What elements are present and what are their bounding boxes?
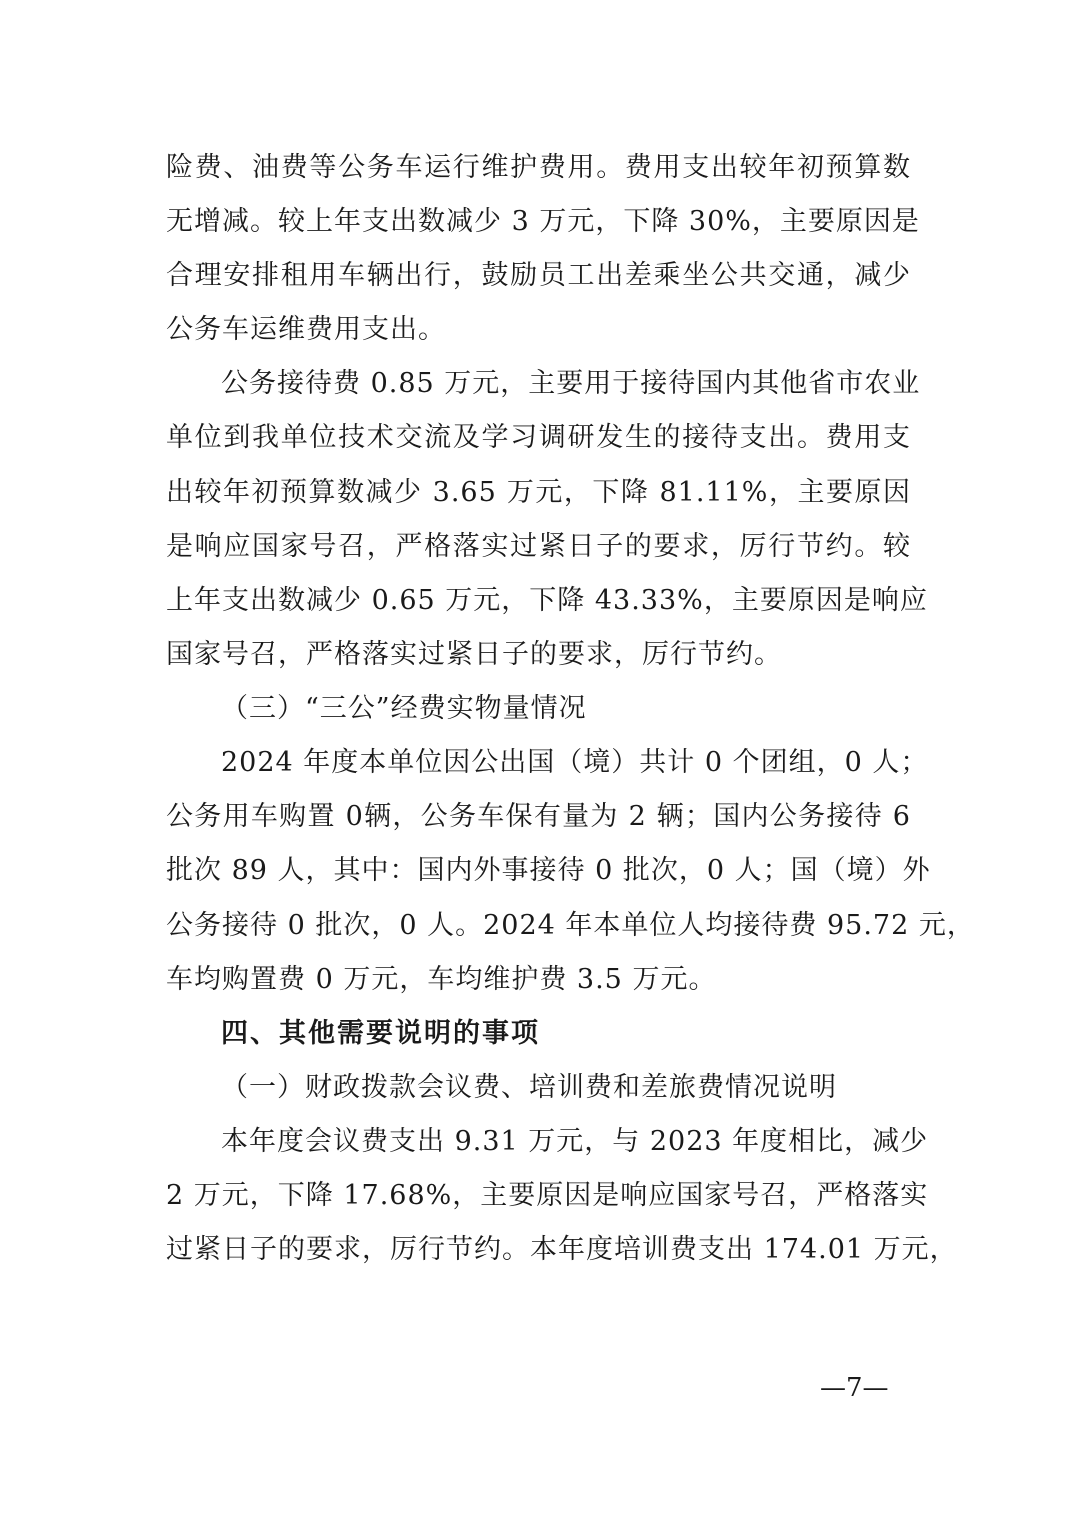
paragraph-line: 2 万元，下降 17.68%，主要原因是响应国家号召，严格落实 <box>166 1180 929 1211</box>
paragraph-line: 无增减。较上年支出数减少 3 万元，下降 30%，主要原因是 <box>166 206 920 237</box>
subheading: （三）“三公”经费实物量情况 <box>221 693 587 724</box>
paragraph-line: 上年支出数减少 0.65 万元，下降 43.33%，主要原因是响应 <box>166 585 928 616</box>
paragraph-line: 险费、油费等公务车运行维护费用。费用支出较年初预算数 <box>166 152 911 183</box>
paragraph-line: 本年度会议费支出 9.31 万元，与 2023 年度相比，减少 <box>221 1126 929 1157</box>
subheading: （一）财政拨款会议费、培训费和差旅费情况说明 <box>221 1072 837 1103</box>
paragraph-line: 出较年初预算数减少 3.65 万元，下降 81.11%，主要原因 <box>166 477 911 508</box>
paragraph-line: 批次 89 人，其中：国内外事接待 0 批次，0 人；国（境）外 <box>166 855 931 886</box>
paragraph-line: 合理安排租用车辆出行，鼓励员工出差乘坐公共交通，减少 <box>166 260 911 291</box>
paragraph-line: 国家号召，严格落实过紧日子的要求，厉行节约。 <box>166 639 782 670</box>
paragraph-line: 是响应国家号召，严格落实过紧日子的要求，厉行节约。较 <box>166 531 911 562</box>
paragraph-line: 单位到我单位技术交流及学习调研发生的接待支出。费用支 <box>166 422 911 453</box>
paragraph-line: 车均购置费 0 万元，车均维护费 3.5 万元。 <box>166 964 717 995</box>
paragraph-line: 公务接待费 0.85 万元，主要用于接待国内其他省市农业 <box>221 368 921 399</box>
paragraph-line: 公务接待 0 批次，0 人。2024 年本单位人均接待费 95.72 元， <box>166 910 975 941</box>
section-heading: 四、其他需要说明的事项 <box>221 1018 540 1049</box>
paragraph-line: 2024 年度本单位因公出国（境）共计 0 个团组，0 人； <box>221 747 929 778</box>
page-number: —7— <box>820 1373 889 1403</box>
paragraph-line: 公务车运维费用支出。 <box>166 314 446 345</box>
paragraph-line: 过紧日子的要求，厉行节约。本年度培训费支出 174.01 万元， <box>166 1234 958 1265</box>
paragraph-line: 公务用车购置 0辆，公务车保有量为 2 辆；国内公务接待 6 <box>166 801 911 832</box>
